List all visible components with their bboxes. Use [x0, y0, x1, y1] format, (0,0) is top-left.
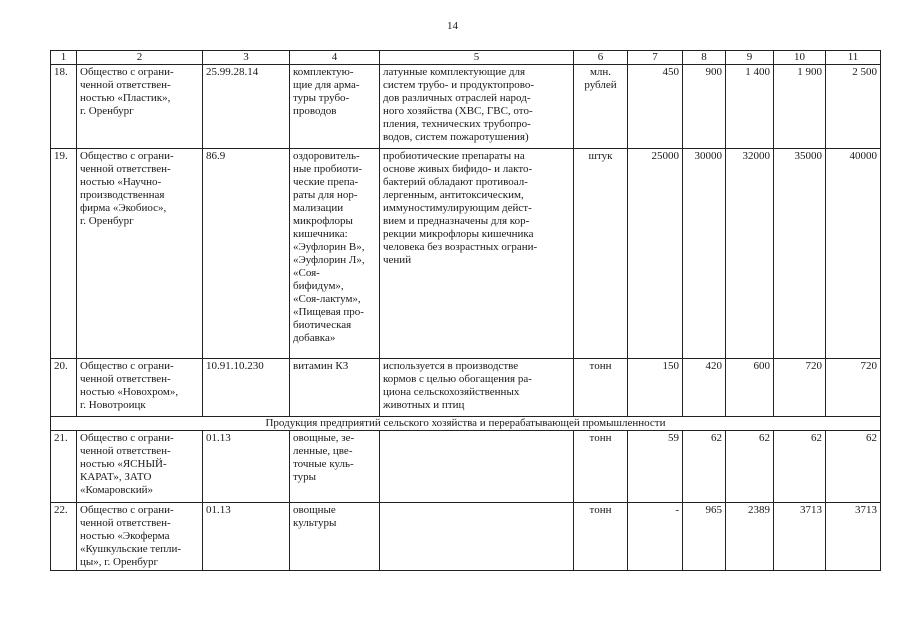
cell-line: рублей — [584, 79, 617, 91]
cell-line: иммуностимулирующим дейст- — [383, 202, 532, 214]
unit-cell — [574, 149, 628, 359]
cell-line: мализации — [293, 202, 344, 214]
cell-line: циона сельскохозяйственных — [383, 386, 520, 398]
product-cell — [290, 359, 380, 417]
cell-line: «Соя- — [293, 267, 320, 279]
cell-line: ленные, цве- — [293, 445, 353, 457]
cell-line: ностью «Научно- — [80, 176, 162, 188]
column-header: 9 — [726, 51, 774, 65]
cell-line: штук — [588, 150, 613, 162]
value-cell-7: - — [628, 503, 683, 571]
cell-line: дов различных отраслей народ- — [383, 92, 531, 104]
cell-line: 25.99.28.14 — [206, 66, 259, 78]
column-header-row — [51, 51, 881, 65]
cell-line: ностью «Новохром», — [80, 386, 179, 398]
cell-line: ченной ответствен- — [80, 79, 171, 91]
cell-line: культуры — [293, 517, 337, 529]
cell-line: фирма «Экобиос», — [80, 202, 167, 214]
organization-cell — [77, 65, 203, 149]
cell-line: Общество с ограни- — [80, 504, 174, 516]
value-cell-11: 720 — [826, 359, 881, 417]
cell-line: рекции микрофлоры кишечника — [383, 228, 534, 240]
cell-line: кишечника: — [293, 228, 348, 240]
cell-line: раты для нор- — [293, 189, 358, 201]
value-cell-9: 32000 — [726, 149, 774, 359]
section-row — [51, 417, 881, 431]
value-cell-10: 35000 — [774, 149, 826, 359]
cell-line: щие для арма- — [293, 79, 360, 91]
table-row — [51, 503, 881, 571]
description-cell — [380, 65, 574, 149]
value-cell-11: 3713 — [826, 503, 881, 571]
organization-cell — [77, 503, 203, 571]
value-cell-10: 720 — [774, 359, 826, 417]
okpd-code-cell — [203, 359, 290, 417]
cell-line: витамин К3 — [293, 360, 349, 372]
value-cell-8: 30000 — [683, 149, 726, 359]
value-cell-9: 62 — [726, 431, 774, 503]
cell-line: 86.9 — [206, 150, 226, 162]
cell-line: ченной ответствен- — [80, 517, 171, 529]
value-cell-9: 2389 — [726, 503, 774, 571]
value-cell-7: 25000 — [628, 149, 683, 359]
cell-line: оздоровитель- — [293, 150, 360, 162]
organization-cell — [77, 149, 203, 359]
column-header: 5 — [380, 51, 574, 65]
value-cell-10: 1 900 — [774, 65, 826, 149]
cell-line: тонн — [589, 432, 612, 444]
description-cell — [380, 503, 574, 571]
cell-line: человека без возрастных ограни- — [383, 241, 538, 253]
cell-line: овощные, зе- — [293, 432, 355, 444]
cell-line: туры — [293, 471, 317, 483]
row-number: 22. — [51, 503, 77, 571]
cell-line: добавка» — [293, 332, 336, 344]
value-cell-10: 3713 — [774, 503, 826, 571]
product-cell — [290, 431, 380, 503]
cell-line: вием и предназначены для кор- — [383, 215, 530, 227]
cell-line: пробиотические препараты на — [383, 150, 525, 162]
cell-line: чений — [383, 254, 412, 266]
value-cell-9: 1 400 — [726, 65, 774, 149]
cell-line: животных и птиц — [383, 399, 465, 411]
okpd-code-cell — [203, 431, 290, 503]
product-cell — [290, 503, 380, 571]
cell-line: пления, технических трубопро- — [383, 118, 531, 130]
cell-line: латунные комплектующие для — [383, 66, 526, 78]
row-number: 18. — [51, 65, 77, 149]
value-cell-11: 40000 — [826, 149, 881, 359]
cell-line: Общество с ограни- — [80, 432, 174, 444]
cell-line: млн. — [589, 66, 612, 78]
value-cell-8: 900 — [683, 65, 726, 149]
column-header: 7 — [628, 51, 683, 65]
okpd-code-cell — [203, 503, 290, 571]
cell-line: туры трубо- — [293, 92, 350, 104]
cell-line: ностью «ЯСНЫЙ- — [80, 458, 167, 470]
value-cell-7: 59 — [628, 431, 683, 503]
cell-line: проводов — [293, 105, 337, 117]
column-header: 8 — [683, 51, 726, 65]
cell-line: 10.91.10.230 — [206, 360, 264, 372]
column-header: 10 — [774, 51, 826, 65]
page-number: 14 — [447, 20, 458, 32]
cell-line: лергенным, антитоксическим, — [383, 189, 524, 201]
cell-line: тонн — [589, 360, 612, 372]
row-number: 19. — [51, 149, 77, 359]
column-header: 3 — [203, 51, 290, 65]
table-row — [51, 359, 881, 417]
organization-cell — [77, 359, 203, 417]
column-header: 6 — [574, 51, 628, 65]
cell-line: «Комаровский» — [80, 484, 153, 496]
table-row — [51, 65, 881, 149]
organization-cell — [77, 431, 203, 503]
unit-cell — [574, 431, 628, 503]
cell-line: ностью «Пластик», — [80, 92, 171, 104]
column-header: 2 — [77, 51, 203, 65]
table-row — [51, 149, 881, 359]
section-title: Продукция предприятий сельского хозяйства и перерабатывающей промышленности — [51, 417, 881, 431]
cell-line: «Кушкульские тепли- — [80, 543, 182, 555]
cell-line: «Соя-лактум», — [293, 293, 361, 305]
cell-line: точные куль- — [293, 458, 354, 470]
value-cell-10: 62 — [774, 431, 826, 503]
cell-line: Общество с ограни- — [80, 150, 174, 162]
description-cell — [380, 431, 574, 503]
column-header: 11 — [826, 51, 881, 65]
cell-line: г. Оренбург — [80, 105, 134, 117]
description-cell — [380, 359, 574, 417]
cell-line: бифидум», — [293, 280, 344, 292]
cell-line: Общество с ограни- — [80, 66, 174, 78]
cell-line: ностью «Экоферма — [80, 530, 170, 542]
cell-line: используется в производстве — [383, 360, 519, 372]
product-cell — [290, 149, 380, 359]
cell-line: КАРАТ», ЗАТО — [80, 471, 152, 483]
cell-line: ного хозяйства (ХВС, ГВС, ото- — [383, 105, 533, 117]
value-cell-8: 965 — [683, 503, 726, 571]
cell-line: 01.13 — [206, 432, 231, 444]
okpd-code-cell — [203, 65, 290, 149]
value-cell-8: 420 — [683, 359, 726, 417]
unit-cell — [574, 503, 628, 571]
cell-line: г. Новотроицк — [80, 399, 146, 411]
product-cell — [290, 65, 380, 149]
row-number: 20. — [51, 359, 77, 417]
table-row — [51, 431, 881, 503]
row-number: 21. — [51, 431, 77, 503]
cell-line: ченной ответствен- — [80, 163, 171, 175]
cell-line: Общество с ограни- — [80, 360, 174, 372]
value-cell-11: 2 500 — [826, 65, 881, 149]
column-header: 1 — [51, 51, 77, 65]
data-table — [50, 50, 881, 571]
okpd-code-cell — [203, 149, 290, 359]
cell-line: систем трубо- и продуктопрово- — [383, 79, 535, 91]
cell-line: тонн — [589, 504, 612, 516]
cell-line: ные пробиоти- — [293, 163, 362, 175]
cell-line: кормов с целью обогащения ра- — [383, 373, 532, 385]
cell-line: производственная — [80, 189, 165, 201]
column-header: 4 — [290, 51, 380, 65]
value-cell-7: 450 — [628, 65, 683, 149]
cell-line: цы», г. Оренбург — [80, 556, 158, 568]
cell-line: «Эуфлорин В», — [293, 241, 365, 253]
cell-line: ческие препа- — [293, 176, 359, 188]
cell-line: ченной ответствен- — [80, 445, 171, 457]
cell-line: «Эуфлорин Л», — [293, 254, 365, 266]
unit-cell — [574, 65, 628, 149]
cell-line: микрофлоры — [293, 215, 353, 227]
cell-line: «Пищевая про- — [293, 306, 364, 318]
value-cell-7: 150 — [628, 359, 683, 417]
value-cell-11: 62 — [826, 431, 881, 503]
cell-line: бактерий обладают противоал- — [383, 176, 528, 188]
value-cell-8: 62 — [683, 431, 726, 503]
value-cell-9: 600 — [726, 359, 774, 417]
cell-line: овощные — [293, 504, 336, 516]
cell-line: основе живых бифидо- и лакто- — [383, 163, 533, 175]
cell-line: водов, систем пожаротушения) — [383, 131, 529, 143]
cell-line: 01.13 — [206, 504, 231, 516]
cell-line: ченной ответствен- — [80, 373, 171, 385]
description-cell — [380, 149, 574, 359]
cell-line: комплектую- — [293, 66, 354, 78]
cell-line: биотическая — [293, 319, 352, 331]
unit-cell — [574, 359, 628, 417]
cell-line: г. Оренбург — [80, 215, 134, 227]
